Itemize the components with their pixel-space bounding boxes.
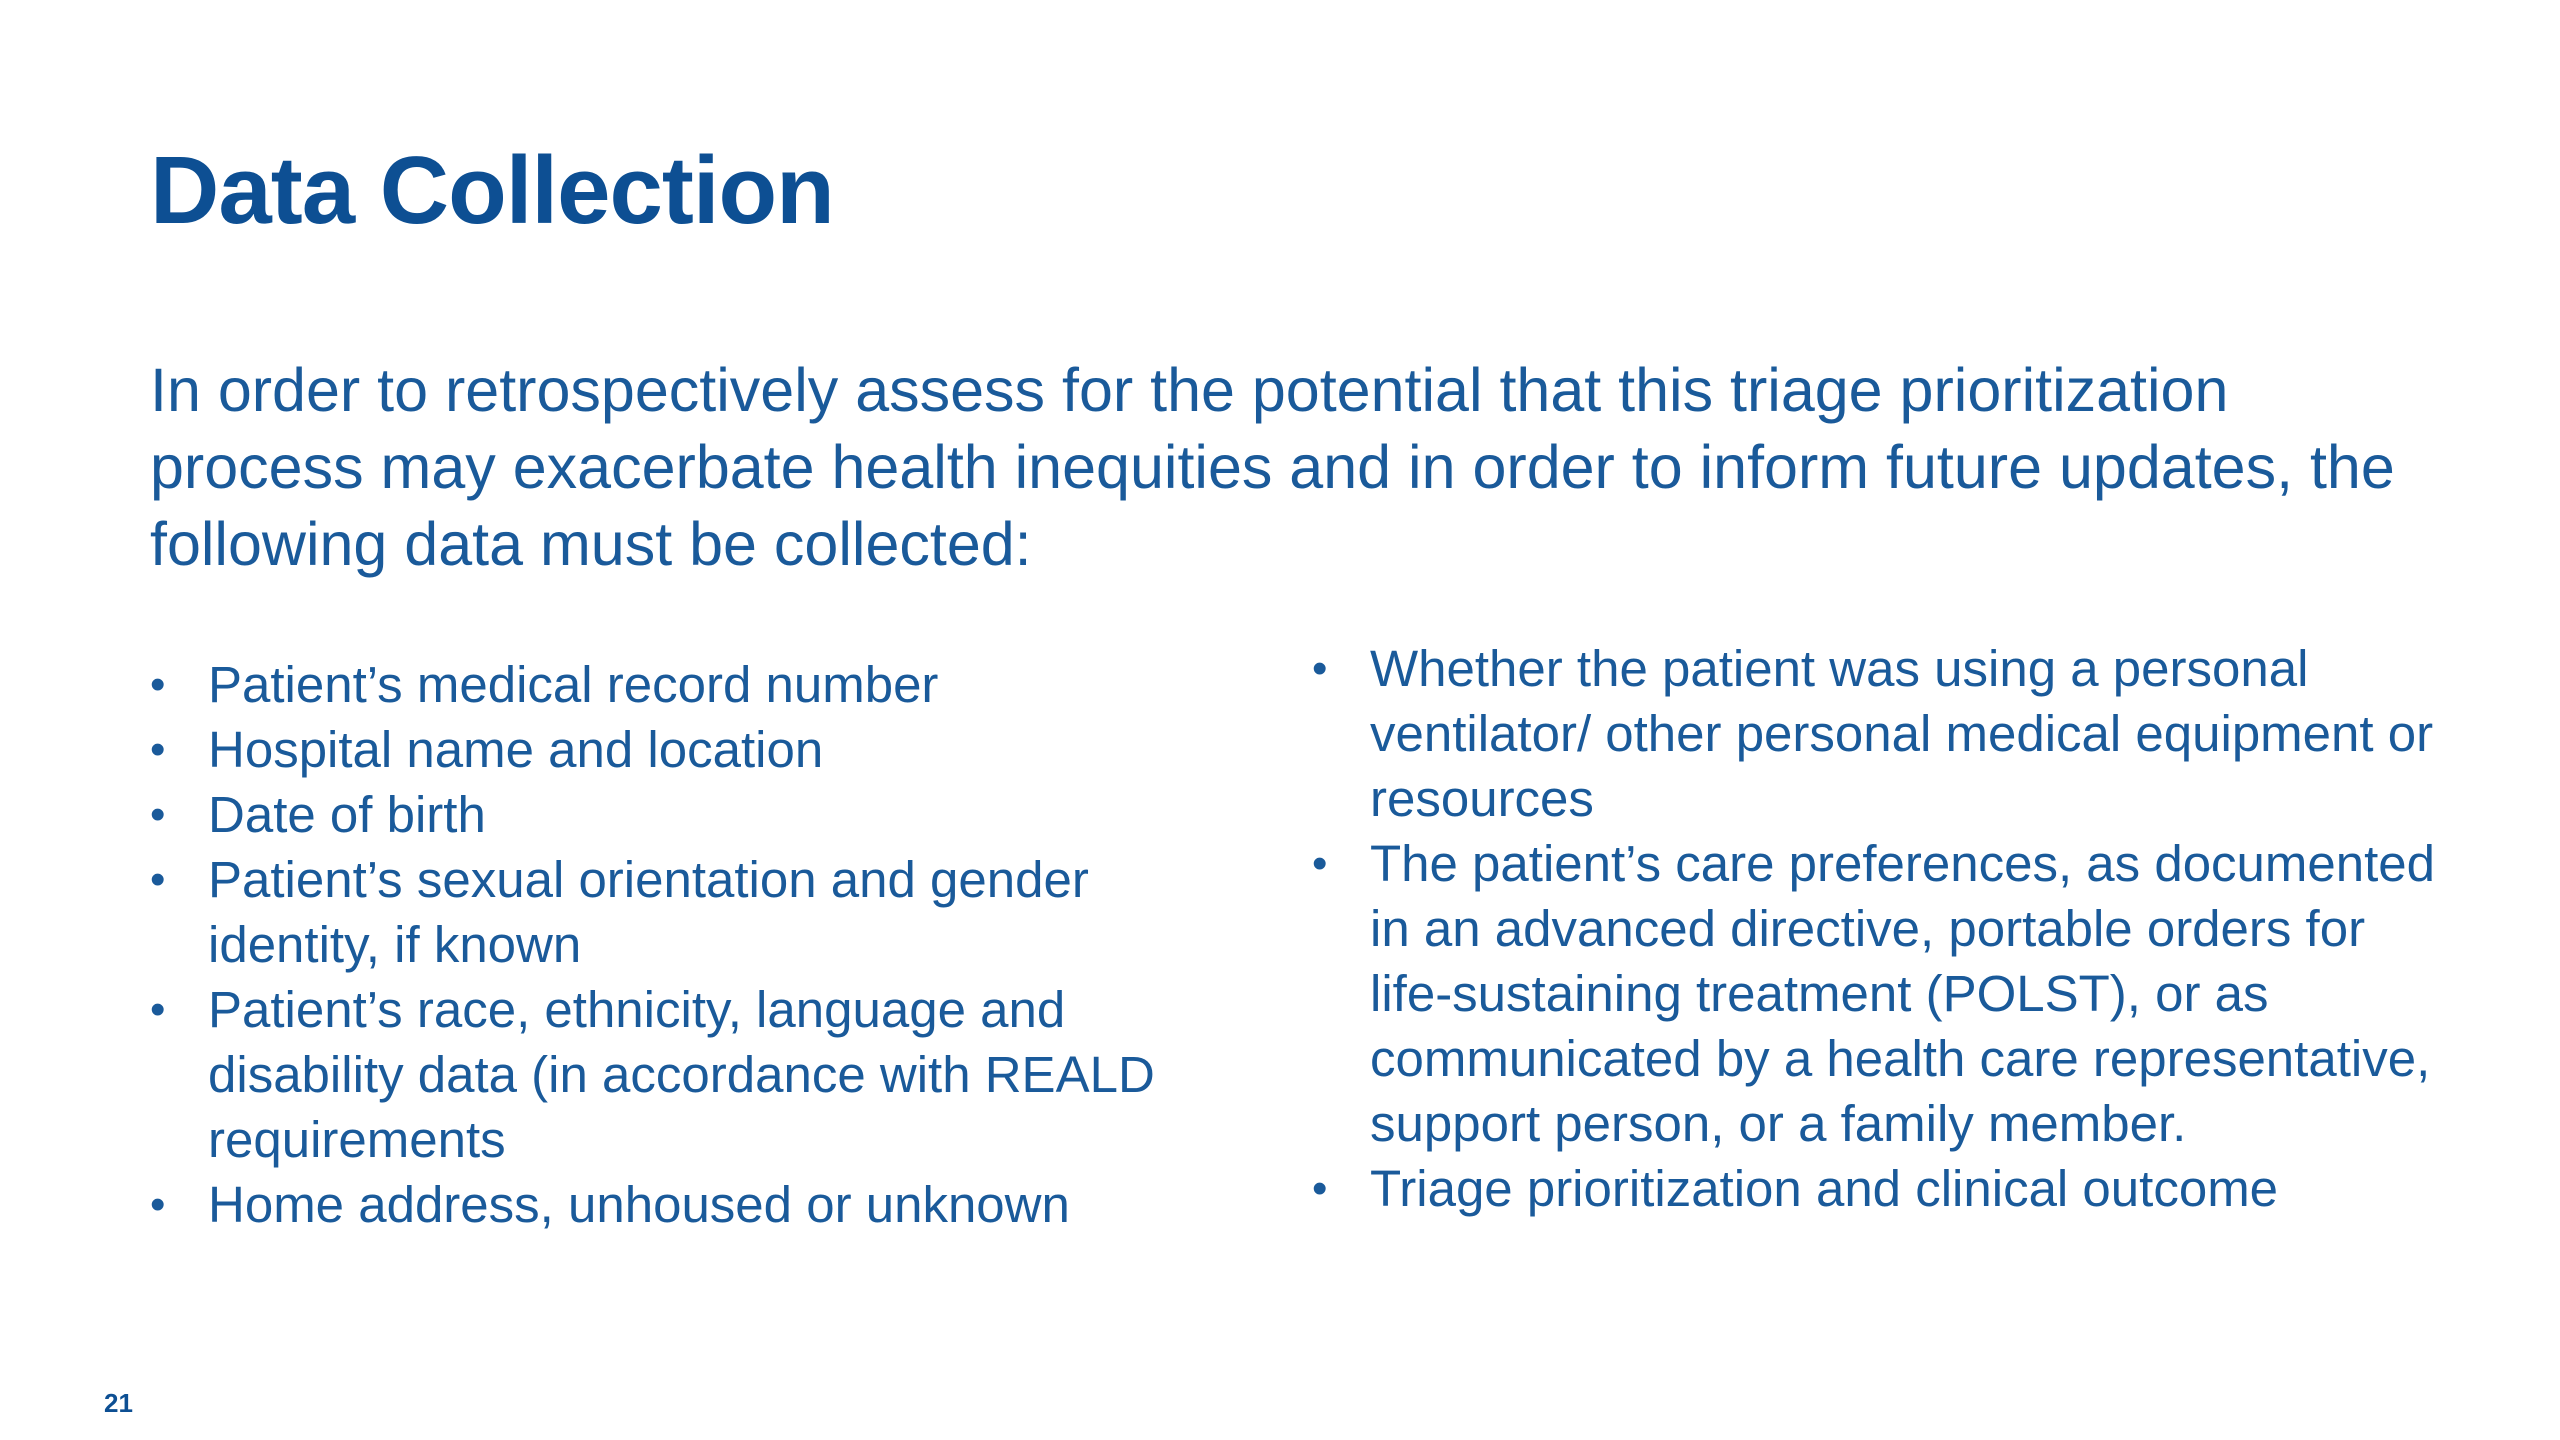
bullet-icon: •	[1312, 644, 1328, 693]
list-item	[1312, 1156, 2452, 1221]
list-item	[1312, 831, 2452, 1156]
list-item-text: Triage prioritization and clinical outcome	[1370, 1160, 2279, 1217]
list-item	[1312, 636, 2452, 831]
bullet-icon: •	[150, 855, 166, 904]
list-item	[150, 977, 1230, 1172]
bullet-icon: •	[1312, 1164, 1328, 1213]
list-item-text: Patient’s sexual orientation and gender identity, if known	[208, 851, 1089, 973]
bullet-icon: •	[150, 1180, 166, 1229]
list-item-text: Home address, unhoused or unknown	[208, 1176, 1070, 1233]
bullet-icon: •	[150, 790, 166, 839]
slide-title: Data Collection	[150, 137, 834, 244]
list-item	[150, 717, 1230, 782]
intro-paragraph: In order to retrospectively assess for the potential that this triage prioritization process may exacerbate health inequities and in order to inform future updates, the following data must be collected:	[150, 356, 2395, 578]
list-item-text: The patient’s care preferences, as documented in an advanced directive, portable orders for life-sustaining treatment (POLST), or as communicated by a health care representative, support person, or a family member.	[1370, 835, 2436, 1152]
list-item	[150, 847, 1230, 977]
list-item	[150, 1172, 1230, 1237]
list-item-text: Patient’s race, ethnicity, language and disability data (in accordance with REALD requirements	[208, 981, 1155, 1168]
list-item-text: Whether the patient was using a personal ventilator/ other personal medical equipment or resources	[1370, 640, 2434, 827]
right-bullet-list	[1312, 636, 2452, 1221]
list-item-text: Date of birth	[208, 786, 486, 843]
left-bullet-list	[150, 652, 1230, 1237]
bullet-icon: •	[150, 985, 166, 1034]
list-item	[150, 782, 1230, 847]
list-item-text: Patient’s medical record number	[208, 656, 939, 713]
bullet-icon: •	[150, 725, 166, 774]
bullet-icon: •	[1312, 839, 1328, 888]
page-number: 21	[104, 1388, 133, 1418]
list-item-text: Hospital name and location	[208, 721, 824, 778]
bullet-icon: •	[150, 660, 166, 709]
list-item	[150, 652, 1230, 717]
